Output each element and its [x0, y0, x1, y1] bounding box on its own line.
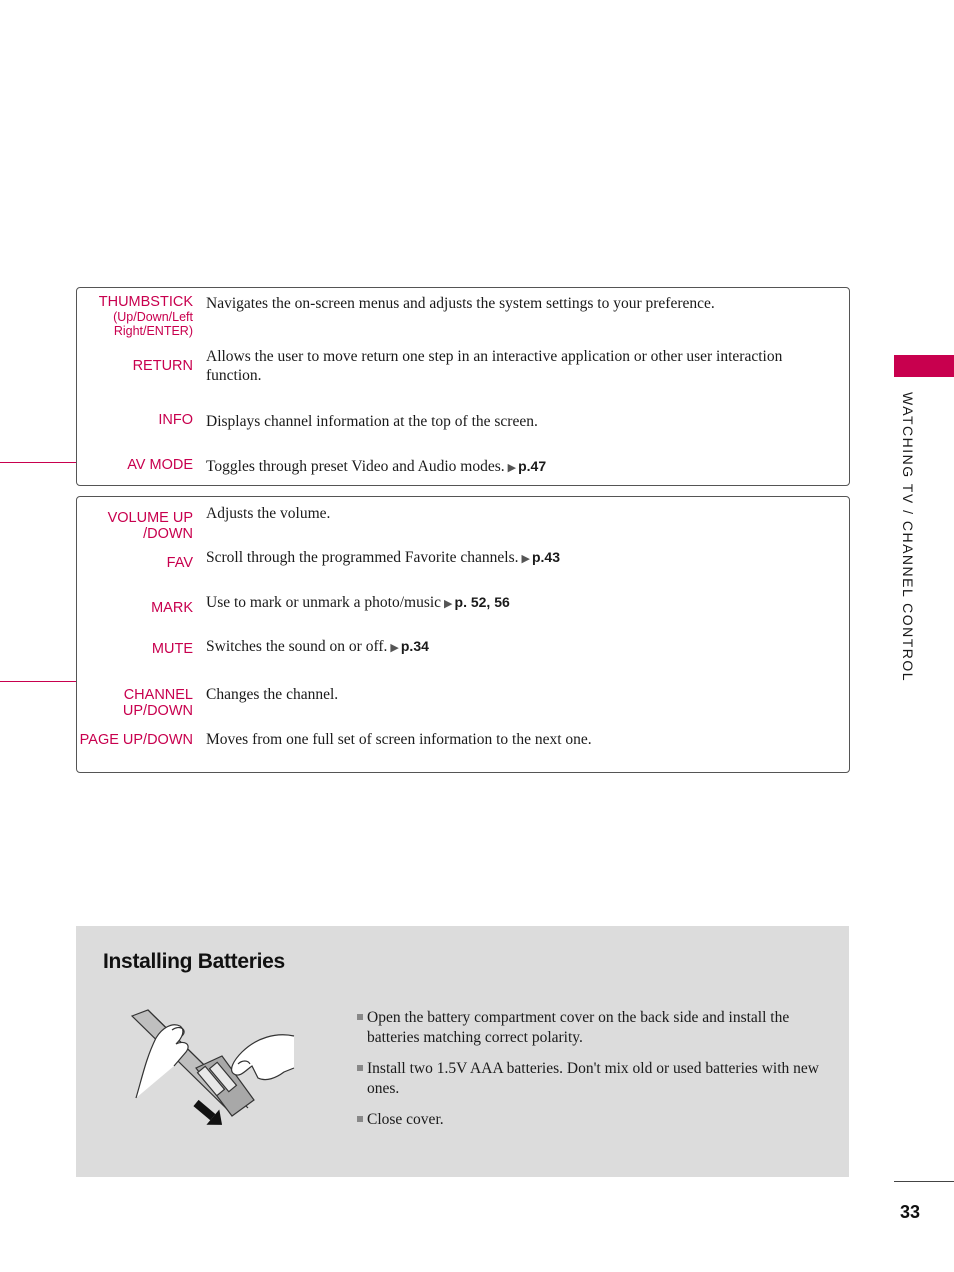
remote-battery-illustration-icon — [126, 1008, 306, 1133]
key-label: RETURN — [132, 358, 193, 374]
panel-title: Installing Batteries — [103, 950, 285, 973]
list-item: Close cover. — [357, 1110, 827, 1130]
remote-functions-table-2 — [76, 496, 850, 773]
key-description: Toggles through preset Video and Audio modes. ▶ p.47 — [206, 458, 547, 475]
battery-instructions-list — [357, 1008, 827, 1141]
key-description: Allows the user to move return one step in an interactive application or other user interaction function. — [206, 348, 783, 384]
key-label: VOLUME UP /DOWN — [107, 510, 193, 542]
section-side-label: WATCHING TV / CHANNEL CONTROL — [900, 392, 916, 683]
key-sublabel: (Up/Down/Left Right/ENTER) — [113, 310, 193, 338]
key-description: Moves from one full set of screen information to the next one. — [206, 731, 592, 748]
key-description: Use to mark or unmark a photo/music ▶ p. 52, 56 — [206, 594, 510, 611]
section-tab-marker — [894, 355, 954, 377]
divider-line — [0, 681, 76, 682]
key-label: MARK — [151, 600, 193, 616]
key-label: FAV — [166, 555, 193, 571]
page-reference-link[interactable]: p. 52, 56 — [454, 594, 510, 610]
page-reference-link[interactable]: p.43 — [531, 549, 560, 565]
page-reference-link[interactable]: p.47 — [518, 458, 547, 474]
divider-line — [0, 462, 76, 463]
key-description: Changes the channel. — [206, 686, 339, 703]
key-label: INFO — [158, 412, 193, 428]
key-description: Navigates the on-screen menus and adjusts the system settings to your preference. — [206, 295, 715, 312]
page-reference-link[interactable]: p.34 — [400, 638, 429, 654]
arrow-right-icon: ▶ — [390, 642, 399, 654]
list-item: Install two 1.5V AAA batteries. Don't mix old or used batteries with new ones. — [357, 1059, 827, 1099]
key-label: MUTE — [151, 641, 193, 657]
key-label: CHANNEL UP/DOWN — [122, 687, 193, 719]
key-description: Displays channel information at the top of the screen. — [206, 413, 538, 430]
arrow-right-icon: ▶ — [507, 462, 517, 474]
key-description: Adjusts the volume. — [206, 505, 331, 522]
key-label: THUMBSTICK (Up/Down/Left Right/ENTER) — [77, 294, 193, 338]
key-label: PAGE UP/DOWN — [79, 732, 193, 748]
page-number-rule — [894, 1181, 954, 1182]
key-description: Switches the sound on or off. ▶ p.34 — [206, 638, 429, 655]
key-label: AV MODE — [127, 457, 193, 473]
arrow-right-icon: ▶ — [521, 553, 530, 565]
key-description: Scroll through the programmed Favorite channels. ▶ p.43 — [206, 549, 560, 566]
installing-batteries-panel — [76, 926, 849, 1177]
list-item: Open the battery compartment cover on the back side and install the batteries matching correct polarity. — [357, 1008, 827, 1048]
page-number: 33 — [899, 1202, 920, 1222]
arrow-right-icon: ▶ — [444, 598, 453, 610]
remote-functions-table-1 — [76, 287, 850, 486]
